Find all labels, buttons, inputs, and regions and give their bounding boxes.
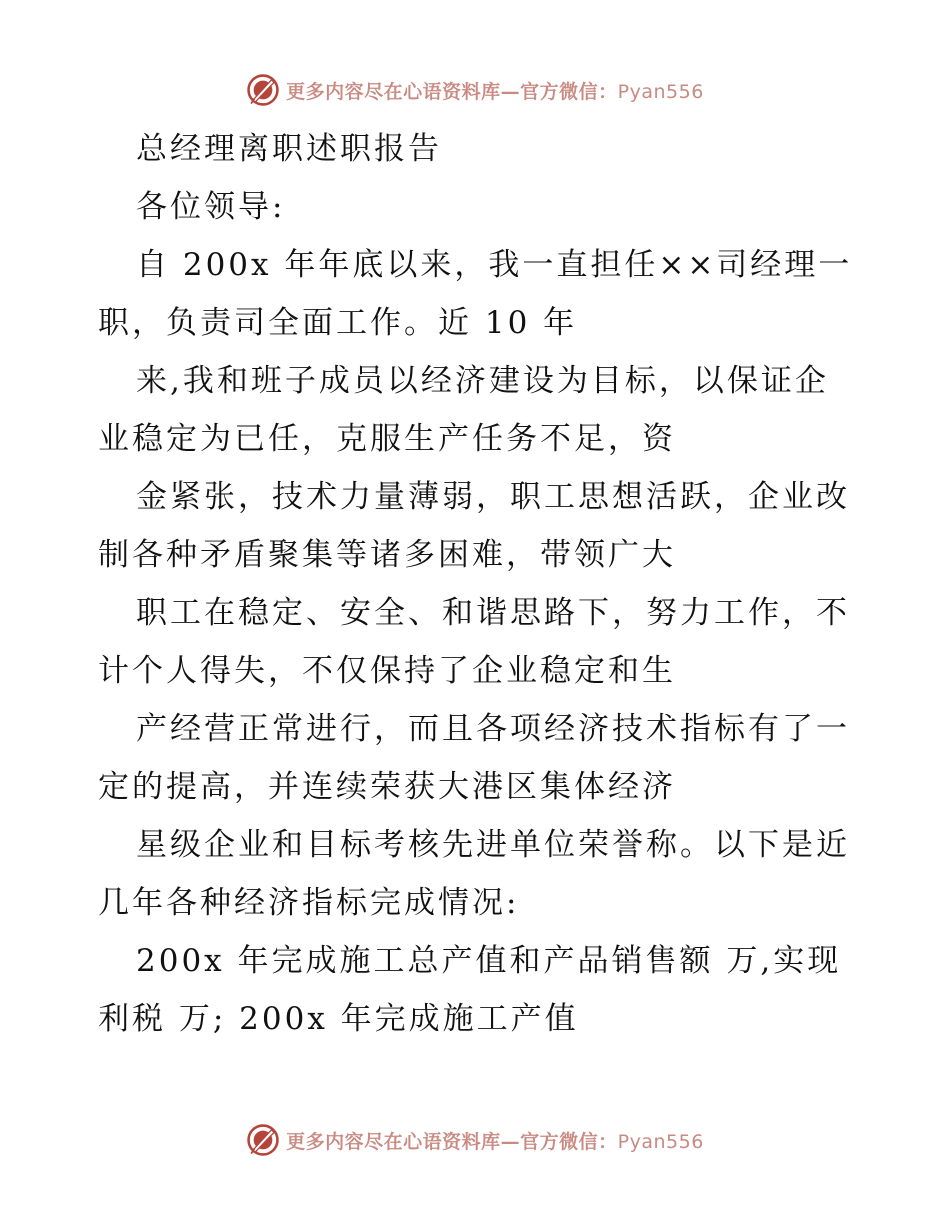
doc-line: 星级企业和目标考核先进单位荣誉称。以下是近 xyxy=(136,827,850,863)
doc-line: 业稳定为已任，克服生产任务不足，资 xyxy=(98,421,676,457)
doc-line: 利税 万; 200x 年完成施工产值 xyxy=(98,1001,579,1037)
doc-line: 定的提高，并连续荣获大港区集体经济 xyxy=(98,769,676,805)
header-banner xyxy=(0,70,950,110)
doc-line: 几年各种经济指标完成情况: xyxy=(98,885,520,921)
doc-line: 制各种矛盾聚集等诸多困难，带领广大 xyxy=(98,537,676,573)
doc-line: 金紧张，技术力量薄弱，职工思想活跃，企业改 xyxy=(136,479,850,515)
doc-line: 职，负责司全面工作。近 10 年 xyxy=(98,305,578,341)
footer-banner xyxy=(0,1120,950,1160)
doc-salutation: 各位领导: xyxy=(136,189,286,225)
document-body xyxy=(98,120,858,1048)
doc-line: 来,我和班子成员以经济建设为目标，以保证企 xyxy=(136,363,829,399)
footer-banner-id: Pyan556 xyxy=(617,1130,704,1153)
quill-seal-icon xyxy=(246,73,280,107)
doc-line: 计个人得失，不仅保持了企业稳定和生 xyxy=(98,653,676,689)
header-banner-main: 更多内容尽在心语资料库—官方微信： xyxy=(286,80,618,103)
footer-banner-main: 更多内容尽在心语资料库—官方微信： xyxy=(286,1130,618,1153)
doc-line: 职工在稳定、安全、和谐思路下，努力工作，不 xyxy=(136,595,850,631)
footer-banner-inner xyxy=(246,1123,704,1157)
doc-line: 产经营正常进行，而且各项经济技术指标有了一 xyxy=(136,711,850,747)
doc-title: 总经理离职述职报告 xyxy=(136,131,442,167)
header-banner-id: Pyan556 xyxy=(617,80,704,103)
doc-line: 200x 年完成施工总产值和产品销售额 万,实现 xyxy=(136,943,842,979)
quill-seal-icon xyxy=(246,1123,280,1157)
footer-banner-text xyxy=(286,1127,704,1154)
header-banner-inner xyxy=(246,73,704,107)
doc-line: 自 200x 年年底以来，我一直担任××司经理一 xyxy=(136,247,853,283)
header-banner-text xyxy=(286,77,704,104)
